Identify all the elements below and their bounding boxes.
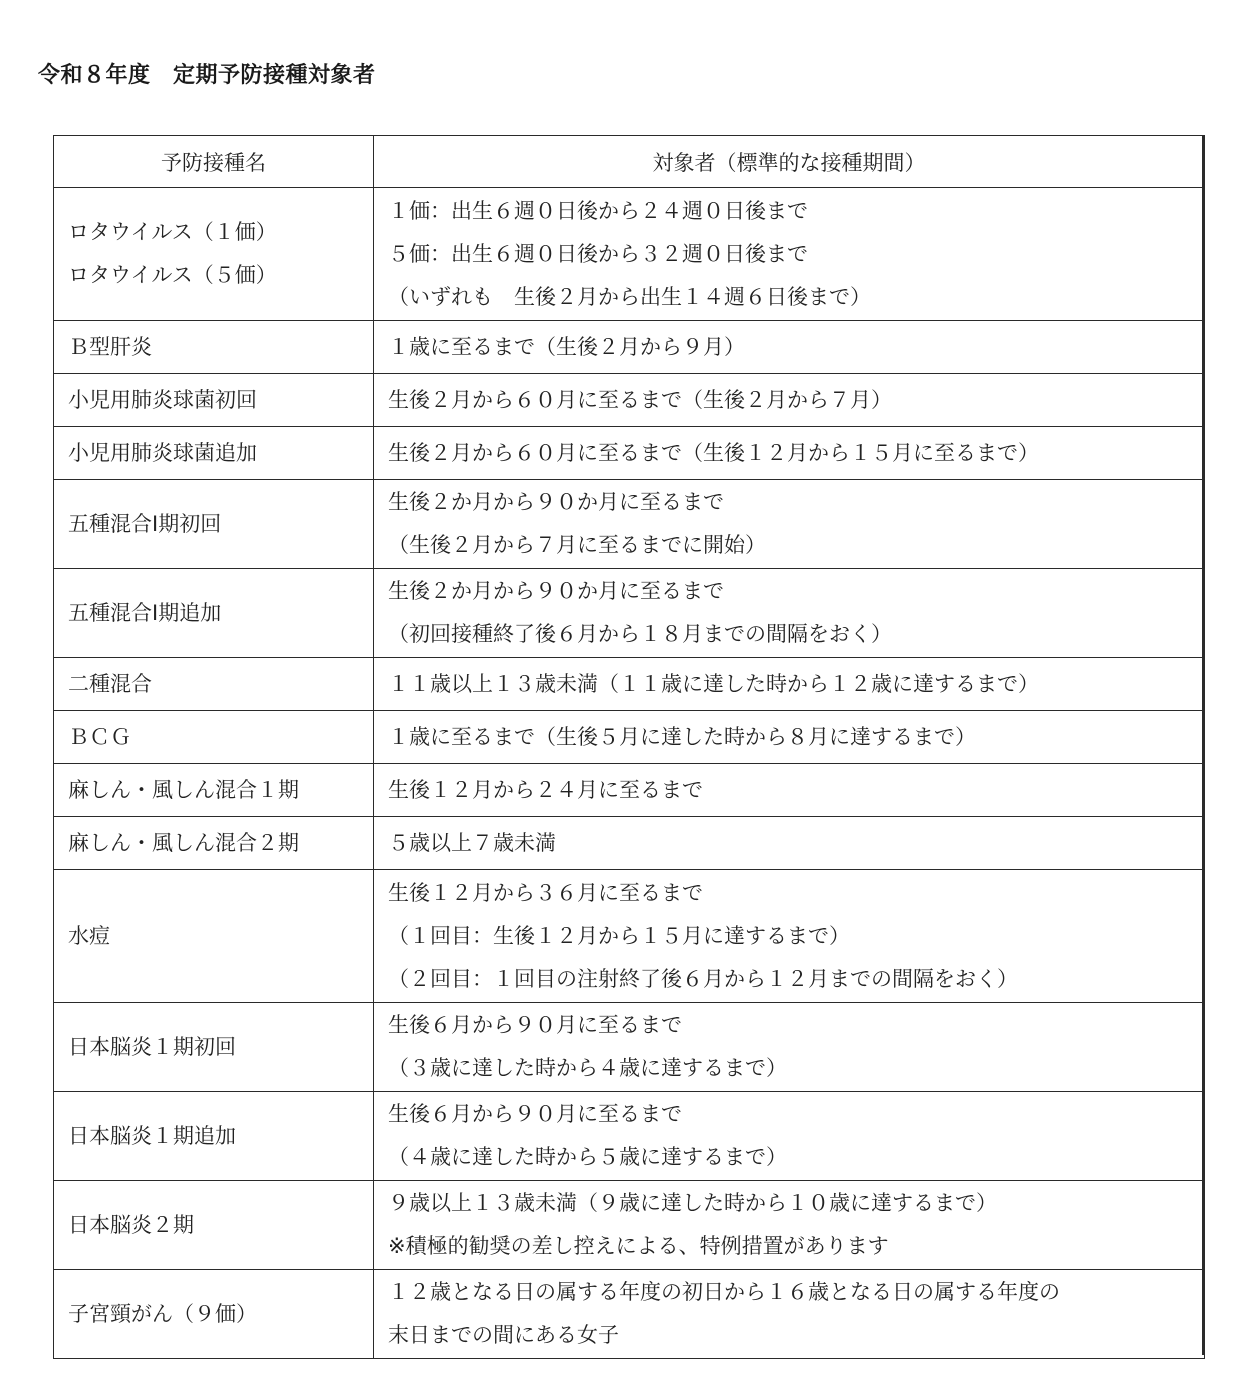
- target-persons-text: 生後６月から９０月に至るまで: [388, 1102, 682, 1126]
- table-row: [54, 569, 1205, 658]
- target-persons-text: 生後２月から６０月に至るまで（生後１２月から１５月に至るまで）: [388, 440, 1039, 465]
- vaccine-name-text: 子宮頸がん（９価）: [68, 1301, 257, 1326]
- vaccine-name-text: ロタウイルス（５価）: [68, 263, 277, 287]
- target-persons-text: １２歳となる日の属する年度の初日から１６歳となる日の属する年度の: [388, 1280, 1060, 1304]
- header-vaccine-name: 予防接種名: [54, 136, 374, 188]
- table-header-row: [54, 136, 1205, 188]
- vaccine-name-cell: [54, 1092, 374, 1181]
- target-persons-text: １価：出生６週０日後から２４週０日後まで: [388, 198, 808, 223]
- target-persons-text: 生後６月から９０月に至るまで: [388, 1013, 682, 1037]
- vaccine-name-text: 日本脳炎１期追加: [68, 1123, 236, 1148]
- table-row: [54, 764, 1205, 817]
- target-persons-text: ５価：出生６週０日後から３２週０日後まで: [388, 241, 808, 266]
- target-persons-text: （４歳に達した時から５歳に達するまで）: [388, 1145, 787, 1169]
- table-row: [54, 870, 1205, 1003]
- table-row: [54, 188, 1205, 321]
- table-row: [54, 427, 1205, 480]
- target-persons-cell: [374, 321, 1205, 374]
- target-persons-text: 生後２月から６０月に至るまで（生後２月から７月）: [388, 387, 892, 412]
- target-persons-cell: [374, 1092, 1205, 1181]
- target-persons-cell: [374, 658, 1205, 711]
- target-persons-text: １１歳以上１３歳未満（１１歳に達した時から１２歳に達するまで）: [388, 671, 1039, 696]
- target-persons-cell: [374, 480, 1205, 569]
- vaccine-name-text: ロタウイルス（１価）: [68, 220, 277, 244]
- table-row: [54, 711, 1205, 764]
- vaccine-name-cell: [54, 711, 374, 764]
- vaccine-name-cell: [54, 764, 374, 817]
- target-persons-text: 生後２か月から９０か月に至るまで: [388, 579, 724, 603]
- target-persons-cell: [374, 817, 1205, 870]
- header-target-persons: 対象者（標準的な接種期間）: [374, 136, 1205, 188]
- table-row: [54, 1003, 1205, 1092]
- target-persons-cell: [374, 1181, 1205, 1270]
- target-persons-cell: [374, 764, 1205, 817]
- target-persons-cell: [374, 1270, 1205, 1359]
- vaccination-schedule-table: [53, 135, 1205, 1359]
- vaccine-name-cell: [54, 188, 374, 321]
- table-row: [54, 480, 1205, 569]
- target-persons-cell: [374, 188, 1205, 321]
- vaccine-name-text: 小児用肺炎球菌初回: [68, 387, 257, 412]
- target-persons-text: 生後１２月から２４月に至るまで: [388, 777, 703, 802]
- target-persons-text: （３歳に達した時から４歳に達するまで）: [388, 1056, 787, 1080]
- vaccine-name-text: 水痘: [68, 923, 110, 948]
- target-persons-cell: [374, 870, 1205, 1003]
- vaccine-name-text: 麻しん・風しん混合１期: [68, 777, 299, 802]
- vaccine-name-cell: [54, 569, 374, 658]
- target-persons-cell: [374, 1003, 1205, 1092]
- table-row: [54, 658, 1205, 711]
- vaccine-name-text: 五種混合Ⅰ期追加: [68, 600, 222, 625]
- vaccine-name-text: 日本脳炎１期初回: [68, 1034, 236, 1059]
- target-persons-text: （生後２月から７月に至るまでに開始）: [388, 533, 766, 557]
- target-persons-text: 末日までの間にある女子: [388, 1323, 619, 1347]
- document-title: 令和８年度 定期予防接種対象者: [38, 63, 376, 88]
- table-right-edge: [1202, 135, 1205, 1355]
- table-row: [54, 321, 1205, 374]
- table-body: [54, 188, 1205, 1359]
- vaccine-name-text: 日本脳炎２期: [68, 1212, 194, 1237]
- table-row: [54, 1270, 1205, 1359]
- vaccine-name-cell: [54, 1003, 374, 1092]
- vaccine-name-text: 五種混合Ⅰ期初回: [68, 511, 222, 536]
- target-persons-text: （いずれも 生後２月から出生１４週６日後まで）: [388, 284, 871, 309]
- vaccine-name-text: Ｂ型肝炎: [68, 334, 152, 359]
- vaccine-name-cell: [54, 817, 374, 870]
- vaccine-name-cell: [54, 870, 374, 1003]
- target-persons-cell: [374, 427, 1205, 480]
- target-persons-cell: [374, 711, 1205, 764]
- target-persons-text: ※積極的勧奨の差し控えによる、特例措置があります: [388, 1234, 889, 1258]
- target-persons-text: （初回接種終了後６月から１８月までの間隔をおく）: [388, 622, 892, 646]
- target-persons-text: １歳に至るまで（生後２月から９月）: [388, 334, 745, 359]
- table-row: [54, 1181, 1205, 1270]
- vaccine-name-text: 麻しん・風しん混合２期: [68, 830, 299, 855]
- table-row: [54, 374, 1205, 427]
- vaccine-name-text: 二種混合: [68, 671, 152, 696]
- target-persons-text: ５歳以上７歳未満: [388, 830, 556, 855]
- table-row: [54, 1092, 1205, 1181]
- target-persons-text: 生後２か月から９０か月に至るまで: [388, 490, 724, 514]
- vaccine-name-cell: [54, 658, 374, 711]
- vaccine-name-cell: [54, 480, 374, 569]
- target-persons-text: 生後１２月から３６月に至るまで: [388, 880, 703, 905]
- target-persons-text: １歳に至るまで（生後５月に達した時から８月に達するまで）: [388, 724, 976, 749]
- target-persons-cell: [374, 374, 1205, 427]
- vaccine-name-cell: [54, 321, 374, 374]
- vaccine-name-cell: [54, 1181, 374, 1270]
- vaccine-name-cell: [54, 427, 374, 480]
- target-persons-text: ９歳以上１３歳未満（９歳に達した時から１０歳に達するまで）: [388, 1191, 997, 1215]
- target-persons-cell: [374, 569, 1205, 658]
- vaccine-name-text: ＢＣＧ: [68, 724, 131, 749]
- vaccine-name-cell: [54, 1270, 374, 1359]
- vaccine-name-text: 小児用肺炎球菌追加: [68, 440, 257, 465]
- target-persons-text: （１回目：生後１２月から１５月に達するまで）: [388, 923, 850, 948]
- target-persons-text: （２回目：１回目の注射終了後６月から１２月までの間隔をおく）: [388, 966, 1018, 991]
- table-row: [54, 817, 1205, 870]
- vaccine-name-cell: [54, 374, 374, 427]
